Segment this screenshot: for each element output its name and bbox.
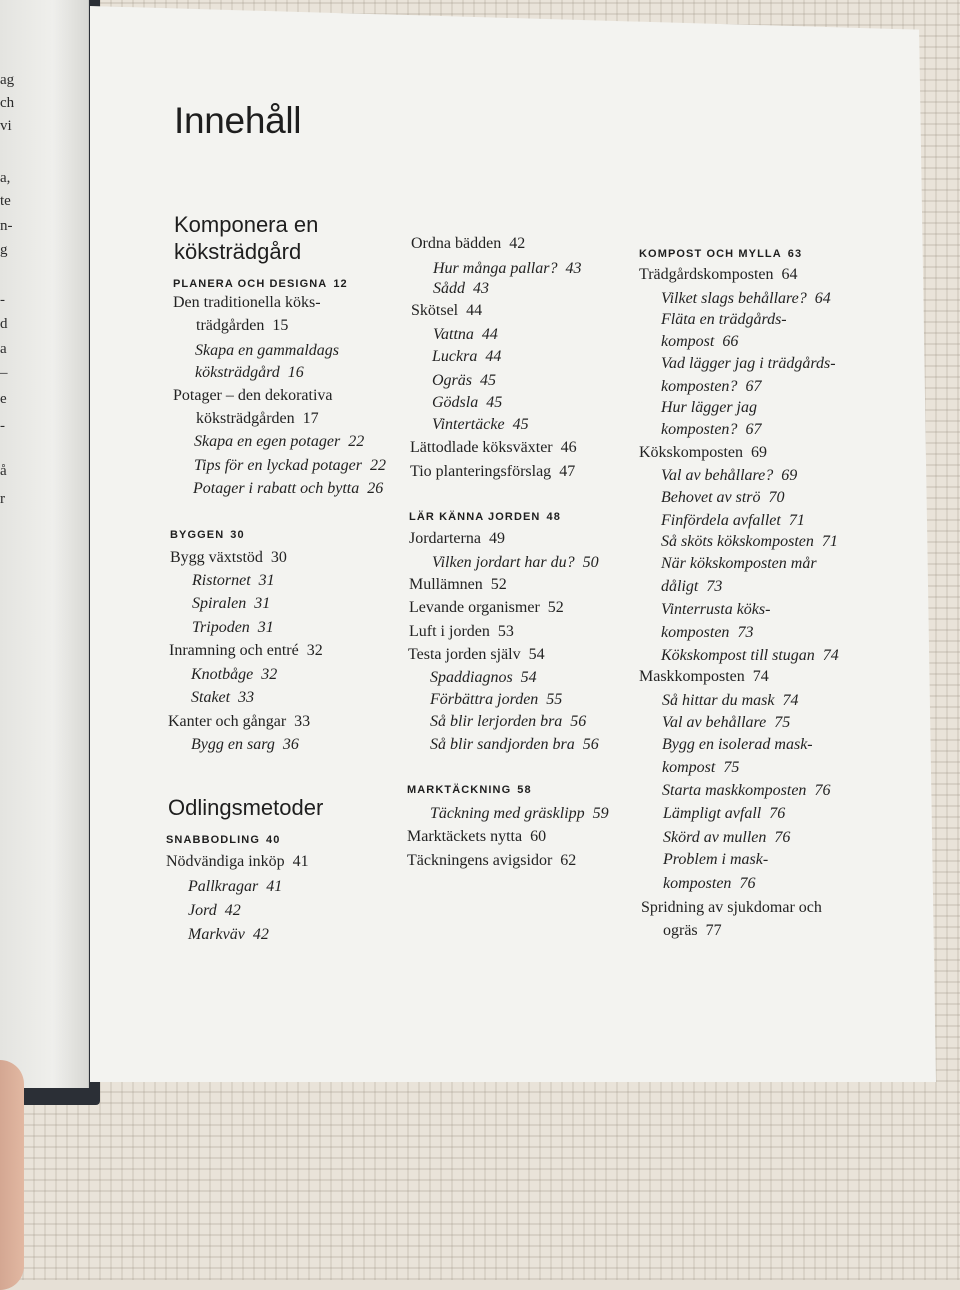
entry-page: 43 xyxy=(473,280,489,297)
toc-entry xyxy=(188,876,282,898)
entry-page: 31 xyxy=(258,572,275,589)
entry-text: Potager i rabatt och bytta xyxy=(193,480,360,497)
toc-entry xyxy=(195,362,304,384)
entry-page: 33 xyxy=(238,689,255,706)
toc-entry xyxy=(192,593,270,615)
entry-text: Vinterrusta köks- xyxy=(661,601,771,618)
section-page: 48 xyxy=(546,511,561,523)
entry-page: 47 xyxy=(559,463,576,480)
toc-entry xyxy=(411,233,525,255)
entry-page: 70 xyxy=(768,489,785,506)
thumb xyxy=(0,1060,24,1290)
section-heading xyxy=(639,246,802,262)
entry-text: Bygg en isolerad mask- xyxy=(662,736,813,753)
part-heading: köksträdgård xyxy=(174,239,302,264)
left-page-text-fragment: a, xyxy=(0,170,11,186)
toc-entry xyxy=(194,431,364,453)
toc-entry xyxy=(191,734,299,756)
entry-page: 75 xyxy=(723,759,740,776)
entry-text: Inramning och entré xyxy=(169,642,299,659)
entry-page: 53 xyxy=(497,623,514,640)
section-page: 63 xyxy=(787,248,803,260)
entry-text: När kökskomposten mår xyxy=(661,555,817,572)
entry-text: Trädgårdskomposten xyxy=(639,266,774,283)
entry-text: komposten xyxy=(663,875,732,892)
entry-text: Testa jorden själv xyxy=(408,646,521,663)
entry-page: 33 xyxy=(294,713,311,730)
toc-entry xyxy=(192,617,274,639)
toc-entry xyxy=(663,803,785,825)
toc-entry xyxy=(661,487,785,509)
entry-text: Potager – den dekorativa xyxy=(173,387,333,404)
entry-text: Skapa en gammaldags xyxy=(195,342,339,359)
toc-entry xyxy=(407,826,546,848)
entry-page: 16 xyxy=(287,364,304,381)
entry-page: 30 xyxy=(270,549,287,566)
toc-entry xyxy=(661,465,797,487)
entry-page: 32 xyxy=(306,642,323,659)
toc-entry xyxy=(194,455,386,477)
section-heading xyxy=(409,509,561,525)
entry-page: 76 xyxy=(814,782,831,799)
entry-text: Skapa en egen potager xyxy=(194,433,341,450)
entry-page: 64 xyxy=(781,266,798,283)
toc-entry xyxy=(661,288,831,310)
toc-entry xyxy=(196,315,288,337)
entry-page: 73 xyxy=(737,624,754,641)
toc-entry xyxy=(196,408,319,430)
entry-page: 75 xyxy=(774,714,791,731)
toc-entry xyxy=(430,734,599,756)
toc-entry xyxy=(430,711,586,733)
entry-text: trädgården xyxy=(196,317,265,334)
entry-page: 45 xyxy=(486,394,503,411)
toc-entry xyxy=(430,667,537,689)
entry-page: 52 xyxy=(547,599,564,616)
section-page: 58 xyxy=(517,784,532,796)
toc-entry xyxy=(661,531,838,553)
entry-page: 41 xyxy=(292,853,309,870)
toc-entry xyxy=(433,258,581,280)
section-heading xyxy=(407,782,532,798)
entry-text: köksträdgården xyxy=(196,410,295,427)
toc-entry xyxy=(639,442,767,464)
toc-entry xyxy=(663,920,722,942)
entry-page: 77 xyxy=(705,922,722,939)
section-page: 40 xyxy=(266,834,281,846)
toc-entry xyxy=(409,528,505,550)
entry-text: Val av behållare? xyxy=(661,467,774,484)
entry-page: 49 xyxy=(488,530,505,547)
entry-text: Skötsel xyxy=(411,302,459,319)
entry-page: 64 xyxy=(814,290,831,307)
entry-text: Luckra xyxy=(432,348,478,365)
toc-entry xyxy=(661,645,839,667)
section-heading xyxy=(166,832,280,848)
entry-text: Mullämnen xyxy=(409,576,483,593)
entry-page: 54 xyxy=(528,646,545,663)
toc-entry xyxy=(639,264,798,286)
entry-text: Nödvändiga inköp xyxy=(166,853,285,870)
toc-entry xyxy=(430,689,562,711)
entry-page: 71 xyxy=(788,512,805,529)
toc-entry xyxy=(166,851,309,873)
section-page: 30 xyxy=(230,529,245,541)
entry-page: 41 xyxy=(266,878,283,895)
entry-text: kompost xyxy=(661,333,715,350)
entry-text: Lättodlade köksväxter xyxy=(410,439,553,456)
toc-entry xyxy=(432,414,529,436)
section-label: SNABBODLING xyxy=(166,834,260,846)
entry-text: kompost xyxy=(662,759,716,776)
entry-text: Så blir lerjorden bra xyxy=(430,713,563,730)
toc-entry xyxy=(195,340,339,362)
toc-entry xyxy=(409,621,514,643)
entry-text: Jordarterna xyxy=(409,530,481,547)
entry-text: Bygg växtstöd xyxy=(170,549,263,566)
left-page-text-fragment: ch xyxy=(0,95,15,111)
entry-page: 44 xyxy=(481,326,498,343)
toc-entry xyxy=(663,873,755,895)
entry-text: Vad lägger jag i trädgårds- xyxy=(661,355,836,372)
section-page: 12 xyxy=(333,278,348,290)
entry-text: dåligt xyxy=(661,578,699,595)
entry-text: Hur många pallar? xyxy=(433,260,558,277)
entry-text: komposten xyxy=(661,624,730,641)
entry-text: Spridning av sjukdomar och xyxy=(641,899,822,916)
entry-page: 55 xyxy=(546,691,563,708)
entry-page: 31 xyxy=(257,619,274,636)
entry-page: 44 xyxy=(466,302,483,319)
entry-page: 17 xyxy=(302,410,319,427)
entry-text: Bygg en sarg xyxy=(191,736,275,753)
toc-entry xyxy=(661,553,817,575)
entry-page: 31 xyxy=(254,595,271,612)
toc-entry xyxy=(188,900,241,922)
section-label: BYGGEN xyxy=(170,529,225,541)
entry-text: Så sköts kökskomposten xyxy=(661,533,814,550)
entry-page: 62 xyxy=(560,852,577,869)
toc-entry xyxy=(663,849,768,871)
entry-text: Ristornet xyxy=(192,572,251,589)
left-page-text-fragment: - xyxy=(0,292,5,308)
entry-text: Sådd xyxy=(433,280,465,297)
entry-text: Kökskompost till stugan xyxy=(661,647,815,664)
entry-text: Ordna bädden xyxy=(411,235,502,252)
entry-page: 22 xyxy=(348,433,365,450)
toc-entry xyxy=(639,666,769,688)
entry-text: Fläta en trädgårds- xyxy=(661,311,787,328)
entry-page: 67 xyxy=(745,378,762,395)
entry-page: 22 xyxy=(369,457,386,474)
entry-page: 56 xyxy=(582,736,599,753)
left-page xyxy=(0,0,89,1088)
entry-page: 42 xyxy=(252,926,269,943)
toc-entry xyxy=(432,370,496,392)
entry-text: Starta maskkomposten xyxy=(662,782,807,799)
entry-text: Maskkomposten xyxy=(639,668,745,685)
left-page-text-fragment: – xyxy=(0,365,8,381)
part-heading: Komponera en xyxy=(174,212,319,237)
entry-page: 76 xyxy=(774,829,791,846)
toc-entry xyxy=(408,644,545,666)
page-title: Innehåll xyxy=(174,100,302,141)
entry-text: Hur lägger jag xyxy=(661,399,757,416)
section-label: PLANERA OCH DESIGNA xyxy=(173,278,328,290)
section-label: KOMPOST OCH MYLLA xyxy=(639,248,782,260)
entry-text: Tips för en lyckad potager xyxy=(194,457,362,474)
toc-entry xyxy=(661,622,753,644)
left-page-text-fragment: ag xyxy=(0,72,15,88)
toc-entry xyxy=(409,574,507,596)
toc-entry xyxy=(661,331,738,353)
entry-page: 15 xyxy=(272,317,289,334)
entry-text: Ogräs xyxy=(432,372,473,389)
entry-page: 71 xyxy=(821,533,838,550)
entry-page: 74 xyxy=(822,647,839,664)
entry-text: ogräs xyxy=(663,922,698,939)
entry-text: Förbättra jorden xyxy=(430,691,539,708)
toc-entry xyxy=(661,376,761,398)
left-page-text-fragment: n- xyxy=(0,218,13,234)
entry-page: 42 xyxy=(509,235,526,252)
entry-page: 69 xyxy=(751,444,767,461)
toc-entry xyxy=(661,419,761,441)
toc-entry xyxy=(430,803,609,825)
toc-entry xyxy=(661,309,787,331)
toc-entry xyxy=(433,278,489,300)
entry-text: Skörd av mullen xyxy=(663,829,767,846)
entry-text: köksträdgård xyxy=(195,364,280,381)
toc-entry xyxy=(661,510,805,532)
toc-entry xyxy=(661,397,757,419)
entry-text: Val av behållare xyxy=(662,714,767,731)
section-heading xyxy=(170,527,245,543)
entry-text: Den traditionella köks- xyxy=(173,294,321,311)
toc-entry xyxy=(662,734,813,756)
entry-page: 45 xyxy=(512,416,529,433)
entry-text: Täckning med gräsklipp xyxy=(430,805,585,822)
entry-text: Kanter och gångar xyxy=(168,713,287,730)
entry-text: Så hittar du mask xyxy=(662,692,775,709)
entry-page: 32 xyxy=(261,666,278,683)
left-page-text-fragment: r xyxy=(0,491,5,507)
toc-entry xyxy=(409,597,564,619)
entry-text: Vilket slags behållare? xyxy=(661,290,807,307)
entry-page: 52 xyxy=(490,576,507,593)
toc-entry xyxy=(191,664,277,686)
entry-text: Marktäckets nytta xyxy=(407,828,523,845)
entry-text: komposten? xyxy=(661,421,738,438)
toc-entry xyxy=(188,924,269,946)
toc-entry xyxy=(169,640,323,662)
entry-page: 42 xyxy=(224,902,241,919)
entry-text: Luft i jorden xyxy=(409,623,490,640)
entry-page: 43 xyxy=(565,260,582,277)
entry-text: Täckningens avigsidor xyxy=(407,852,553,869)
entry-text: Vilken jordart har du? xyxy=(432,554,575,571)
entry-text: Kökskomposten xyxy=(639,444,743,461)
section-label: MARKTÄCKNING xyxy=(407,784,512,796)
left-page-text-fragment: - xyxy=(0,418,5,434)
entry-text: komposten? xyxy=(661,378,738,395)
section-label: LÄR KÄNNA JORDEN xyxy=(409,511,541,523)
left-page-text-fragment: å xyxy=(0,463,7,479)
left-page-text-fragment: te xyxy=(0,193,11,209)
entry-text: Gödsla xyxy=(432,394,479,411)
entry-page: 60 xyxy=(530,828,547,845)
toc-entry xyxy=(168,711,310,733)
toc-entry xyxy=(407,850,576,872)
toc-entry xyxy=(192,570,275,592)
entry-page: 44 xyxy=(485,348,502,365)
entry-text: Tripoden xyxy=(192,619,250,636)
toc-entry xyxy=(662,757,739,779)
entry-page: 26 xyxy=(367,480,384,497)
left-page-text-fragment: vi xyxy=(0,118,12,134)
entry-text: Pallkragar xyxy=(188,878,259,895)
entry-text: Jord xyxy=(188,902,217,919)
entry-page: 76 xyxy=(739,875,756,892)
toc-entry xyxy=(173,385,333,407)
toc-entry xyxy=(191,687,254,709)
entry-text: Finfördela avfallet xyxy=(661,512,781,529)
toc-entry xyxy=(411,300,482,322)
toc-entry xyxy=(661,576,722,598)
toc-entry xyxy=(641,897,822,919)
entry-page: 45 xyxy=(480,372,497,389)
toc-entry xyxy=(432,346,501,368)
entry-page: 67 xyxy=(745,421,762,438)
entry-page: 36 xyxy=(282,736,299,753)
entry-page: 69 xyxy=(781,467,798,484)
toc-entry xyxy=(170,547,287,569)
toc-entry xyxy=(432,392,502,414)
toc-entry xyxy=(663,827,790,849)
entry-text: Markväv xyxy=(188,926,245,943)
toc-entry xyxy=(661,599,770,621)
entry-text: Så blir sandjorden bra xyxy=(430,736,575,753)
toc-entry xyxy=(193,478,383,500)
left-page-text-fragment: a xyxy=(0,341,7,357)
entry-text: Vattna xyxy=(433,326,474,343)
toc-entry xyxy=(662,780,830,802)
entry-text: Vintertäcke xyxy=(432,416,505,433)
entry-text: Problem i mask- xyxy=(663,851,769,868)
entry-page: 50 xyxy=(582,554,599,571)
entry-text: Spaddiagnos xyxy=(430,669,513,686)
toc-entry xyxy=(432,552,599,574)
entry-page: 74 xyxy=(782,692,799,709)
part-heading: Odlingsmetoder xyxy=(168,795,324,820)
toc-entry xyxy=(662,690,798,712)
entry-text: Levande organismer xyxy=(409,599,540,616)
entry-text: Knotbåge xyxy=(191,666,254,683)
entry-text: Staket xyxy=(191,689,231,706)
entry-page: 46 xyxy=(560,439,577,456)
toc-entry xyxy=(410,437,577,459)
left-page-text-fragment: d xyxy=(0,316,8,332)
toc-entry xyxy=(662,712,790,734)
entry-page: 74 xyxy=(752,668,769,685)
entry-text: Behovet av strö xyxy=(661,489,761,506)
toc-entry xyxy=(661,353,836,375)
toc-entry xyxy=(173,292,321,314)
toc-entry xyxy=(433,324,498,346)
entry-page: 76 xyxy=(769,805,786,822)
left-page-text-fragment: e xyxy=(0,391,7,407)
entry-page: 59 xyxy=(592,805,609,822)
left-page-text-fragment: g xyxy=(0,242,8,258)
entry-page: 56 xyxy=(570,713,587,730)
entry-page: 73 xyxy=(706,578,723,595)
toc-entry xyxy=(410,461,575,483)
entry-page: 54 xyxy=(520,669,537,686)
entry-text: Tio planteringsförslag xyxy=(410,463,552,480)
entry-page: 66 xyxy=(722,333,739,350)
section-heading xyxy=(173,276,348,292)
entry-text: Spiralen xyxy=(192,595,247,612)
entry-text: Lämpligt avfall xyxy=(663,805,762,822)
